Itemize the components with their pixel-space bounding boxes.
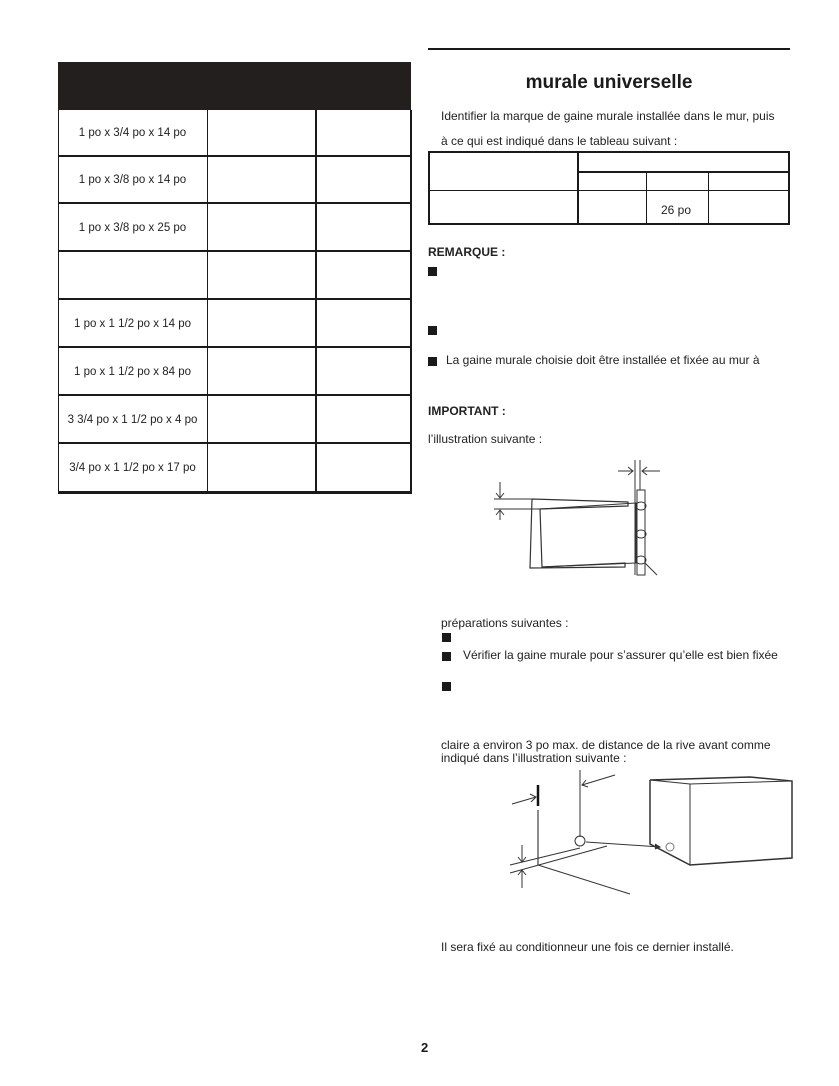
- bullet-text: La gaine murale choisie doit être installée et fixée au mur à: [446, 353, 760, 367]
- table-border: [430, 190, 790, 191]
- table-border: [577, 153, 579, 225]
- size-cell: 3 3/4 po x 1 1/2 po x 4 po: [67, 413, 198, 426]
- important-text: l’illustration suivante :: [428, 432, 543, 446]
- wall-sleeve-table: [428, 151, 790, 225]
- table-cell: 26 po: [661, 203, 692, 217]
- table-header: [58, 62, 411, 110]
- prep-text: préparations suivantes :: [441, 616, 569, 630]
- table-row: [58, 349, 411, 396]
- table-row: [58, 205, 411, 252]
- table-row: [58, 397, 411, 444]
- size-cell: 1 po x 3/4 po x 14 po: [78, 126, 187, 139]
- bullet-text: Vérifier la gaine murale pour s’assurer qu’elle est bien fixée: [463, 648, 778, 662]
- table-row: [58, 157, 411, 204]
- page-number: 2: [421, 1040, 429, 1055]
- bullet-icon: [428, 267, 437, 276]
- section-rule: [428, 48, 790, 50]
- size-cell: 3/4 po x 1 1/2 po x 17 po: [69, 462, 196, 474]
- bullet-icon: [428, 357, 437, 366]
- table-border: [646, 172, 647, 225]
- table-border: [410, 110, 412, 494]
- table-row: [58, 110, 411, 157]
- table-row: [58, 301, 411, 348]
- size-cell: [58, 253, 207, 298]
- claire-text: indiqué dans l’illustration suivante :: [441, 751, 627, 765]
- table-border: [58, 110, 59, 494]
- size-cell: 1 po x 3/8 po x 25 po: [78, 221, 187, 234]
- sleeve-tilt-diagram: [480, 455, 680, 595]
- intro-text: Identifier la marque de gaine murale installée dans le mur, puis: [441, 109, 775, 123]
- table-border: [207, 110, 208, 494]
- table-row: [58, 253, 411, 300]
- remarque-heading: REMARQUE :: [428, 245, 506, 259]
- bullet-icon: [428, 326, 437, 335]
- table-border: [579, 171, 790, 173]
- table-row: [58, 445, 411, 494]
- size-cell: 1 po x 1 1/2 po x 84 po: [73, 365, 191, 378]
- important-heading: IMPORTANT :: [428, 404, 506, 418]
- section-title: murale universelle: [525, 72, 693, 93]
- table-border: [315, 110, 317, 494]
- intro-text: à ce qui est indiqué dans le tableau suivant :: [441, 134, 678, 148]
- size-cell: 1 po x 3/8 po x 14 po: [78, 173, 187, 186]
- bullet-icon: [442, 652, 451, 661]
- size-cell: 1 po x 1 1/2 po x 14 po: [73, 317, 191, 330]
- bullet-icon: [442, 633, 451, 642]
- final-text: Il sera fixé au conditionneur une fois ce dernier installé.: [441, 940, 734, 954]
- bullet-icon: [442, 682, 451, 691]
- outlet-position-diagram: [500, 770, 810, 910]
- claire-text: claire a environ 3 po max. de distance de la rive avant comme: [441, 738, 771, 752]
- table-border: [708, 172, 709, 225]
